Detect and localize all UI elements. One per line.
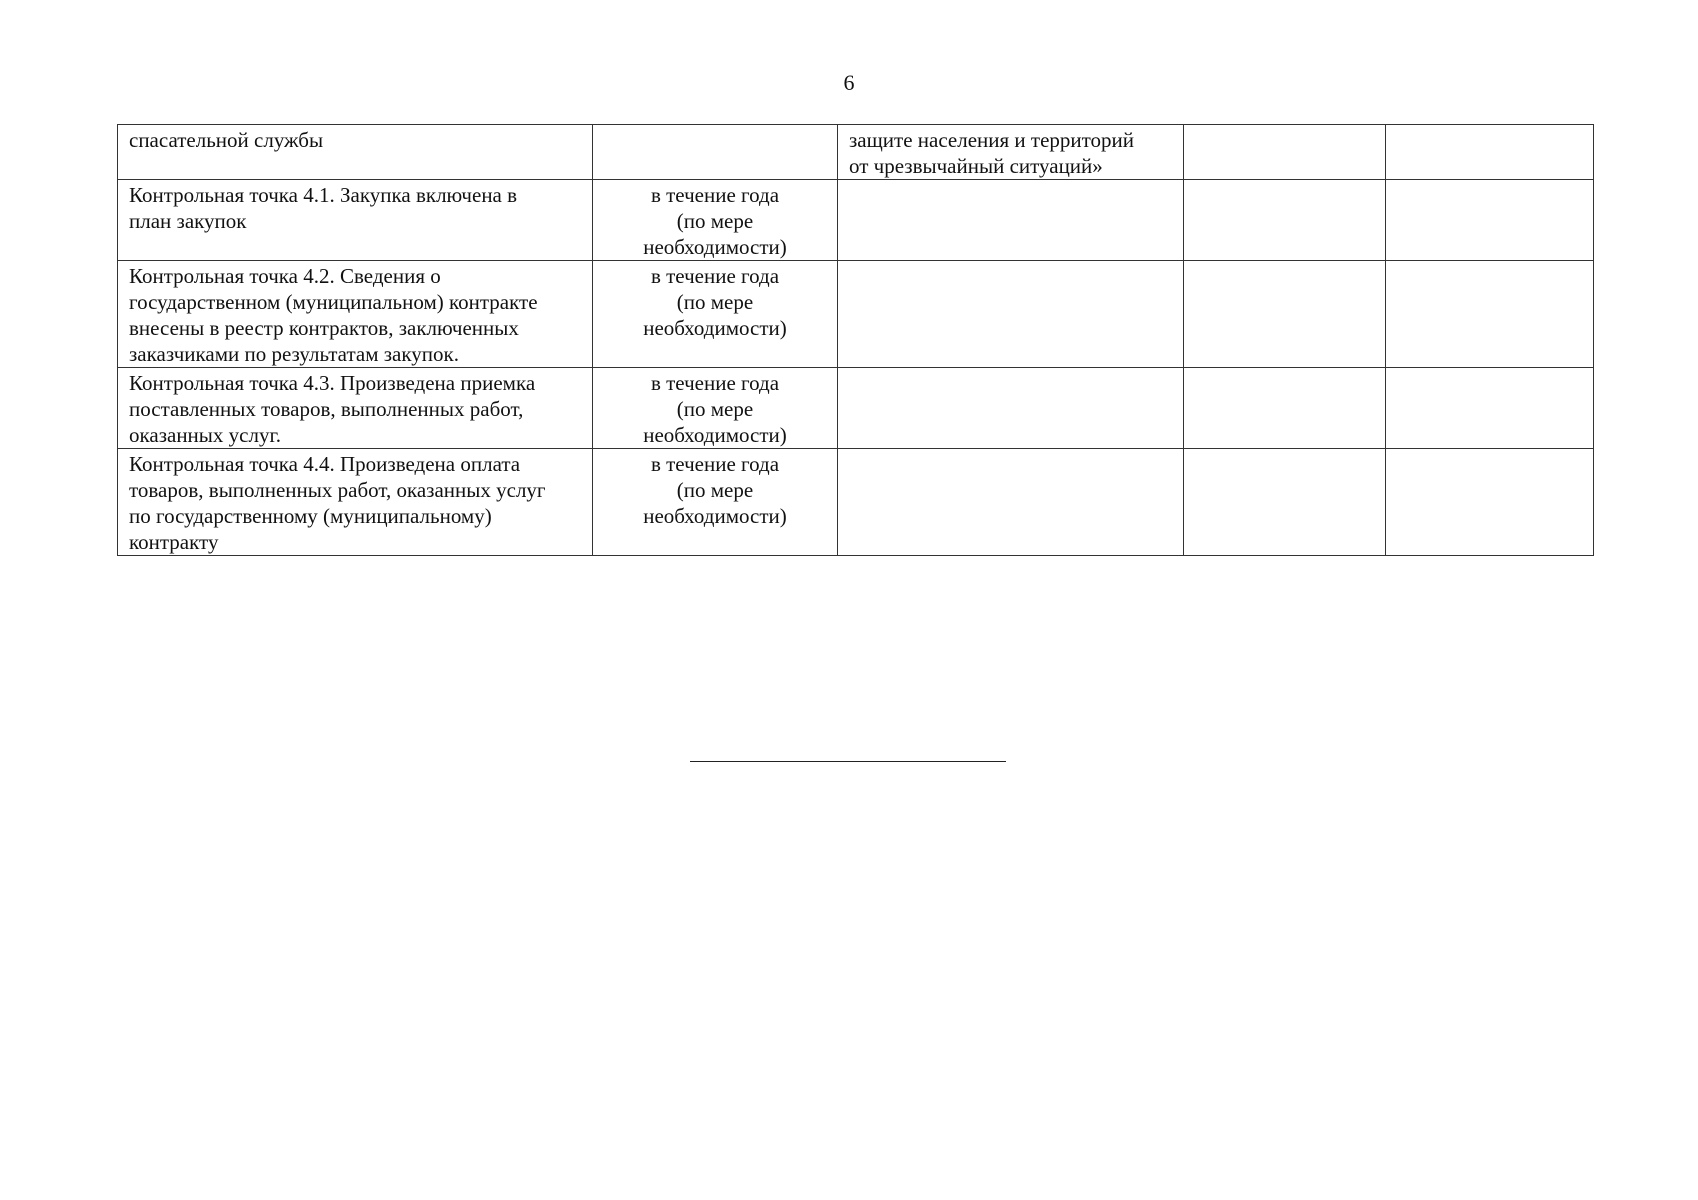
cell-deadline <box>593 261 838 368</box>
table-row <box>118 449 1594 556</box>
cell-empty <box>1386 261 1594 368</box>
control-points-table <box>117 124 1594 556</box>
cell-empty <box>1184 449 1386 556</box>
cell-text: необходимости) <box>643 504 787 528</box>
end-of-document-rule <box>690 761 1006 762</box>
cell-event-name <box>118 368 593 449</box>
cell-event-name <box>118 180 593 261</box>
cell-text: план закупок <box>129 209 247 233</box>
cell-text: (по мере <box>676 478 754 502</box>
cell-text: Контрольная точка 4.4. Произведена оплата <box>129 452 521 476</box>
cell-text: от чрезвычайный ситуаций» <box>849 154 1103 178</box>
cell-text: заказчиками по результатам закупок. <box>129 342 459 366</box>
cell-text: защите населения и территорий <box>849 128 1135 152</box>
cell-empty <box>1386 449 1594 556</box>
cell-text: необходимости) <box>643 235 787 259</box>
cell-deadline <box>593 180 838 261</box>
cell-text: Контрольная точка 4.2. Сведения о <box>129 264 441 288</box>
cell-empty <box>1386 368 1594 449</box>
cell-text: Контрольная точка 4.1. Закупка включена в <box>129 183 518 207</box>
cell-text: внесены в реестр контрактов, заключенных <box>129 316 519 340</box>
cell-text: в течение года <box>650 183 780 207</box>
cell-event-name <box>118 261 593 368</box>
cell-empty <box>1184 368 1386 449</box>
cell-event-name <box>118 449 593 556</box>
cell-text: в течение года <box>650 452 780 476</box>
cell-empty <box>1184 261 1386 368</box>
cell-event-name <box>118 125 593 180</box>
cell-document <box>838 125 1184 180</box>
cell-deadline <box>593 125 838 180</box>
cell-deadline <box>593 449 838 556</box>
cell-text: (по мере <box>676 290 754 314</box>
cell-document <box>838 180 1184 261</box>
cell-text: необходимости) <box>643 316 787 340</box>
cell-text: поставленных товаров, выполненных работ, <box>129 397 524 421</box>
cell-text: оказанных услуг. <box>129 423 281 447</box>
cell-empty <box>1184 180 1386 261</box>
cell-text: (по мере <box>676 209 754 233</box>
cell-text: в течение года <box>650 264 780 288</box>
cell-text: по государственному (муниципальному) <box>129 504 492 528</box>
cell-document <box>838 261 1184 368</box>
cell-text: в течение года <box>650 371 780 395</box>
cell-text: контракту <box>129 530 219 554</box>
table-row <box>118 180 1594 261</box>
cell-empty <box>1184 125 1386 180</box>
cell-empty <box>1386 125 1594 180</box>
cell-deadline <box>593 368 838 449</box>
cell-text: необходимости) <box>643 423 787 447</box>
page-number: 6 <box>843 70 855 95</box>
cell-text: спасательной службы <box>129 128 324 152</box>
table-row <box>118 261 1594 368</box>
cell-empty <box>1386 180 1594 261</box>
cell-text: государственном (муниципальном) контракте <box>129 290 538 314</box>
cell-text: Контрольная точка 4.3. Произведена приемка <box>129 371 536 395</box>
cell-text: товаров, выполненных работ, оказанных услуг <box>129 478 546 502</box>
table-row <box>118 125 1594 180</box>
cell-document <box>838 449 1184 556</box>
table-row <box>118 368 1594 449</box>
cell-document <box>838 368 1184 449</box>
cell-text: (по мере <box>676 397 754 421</box>
